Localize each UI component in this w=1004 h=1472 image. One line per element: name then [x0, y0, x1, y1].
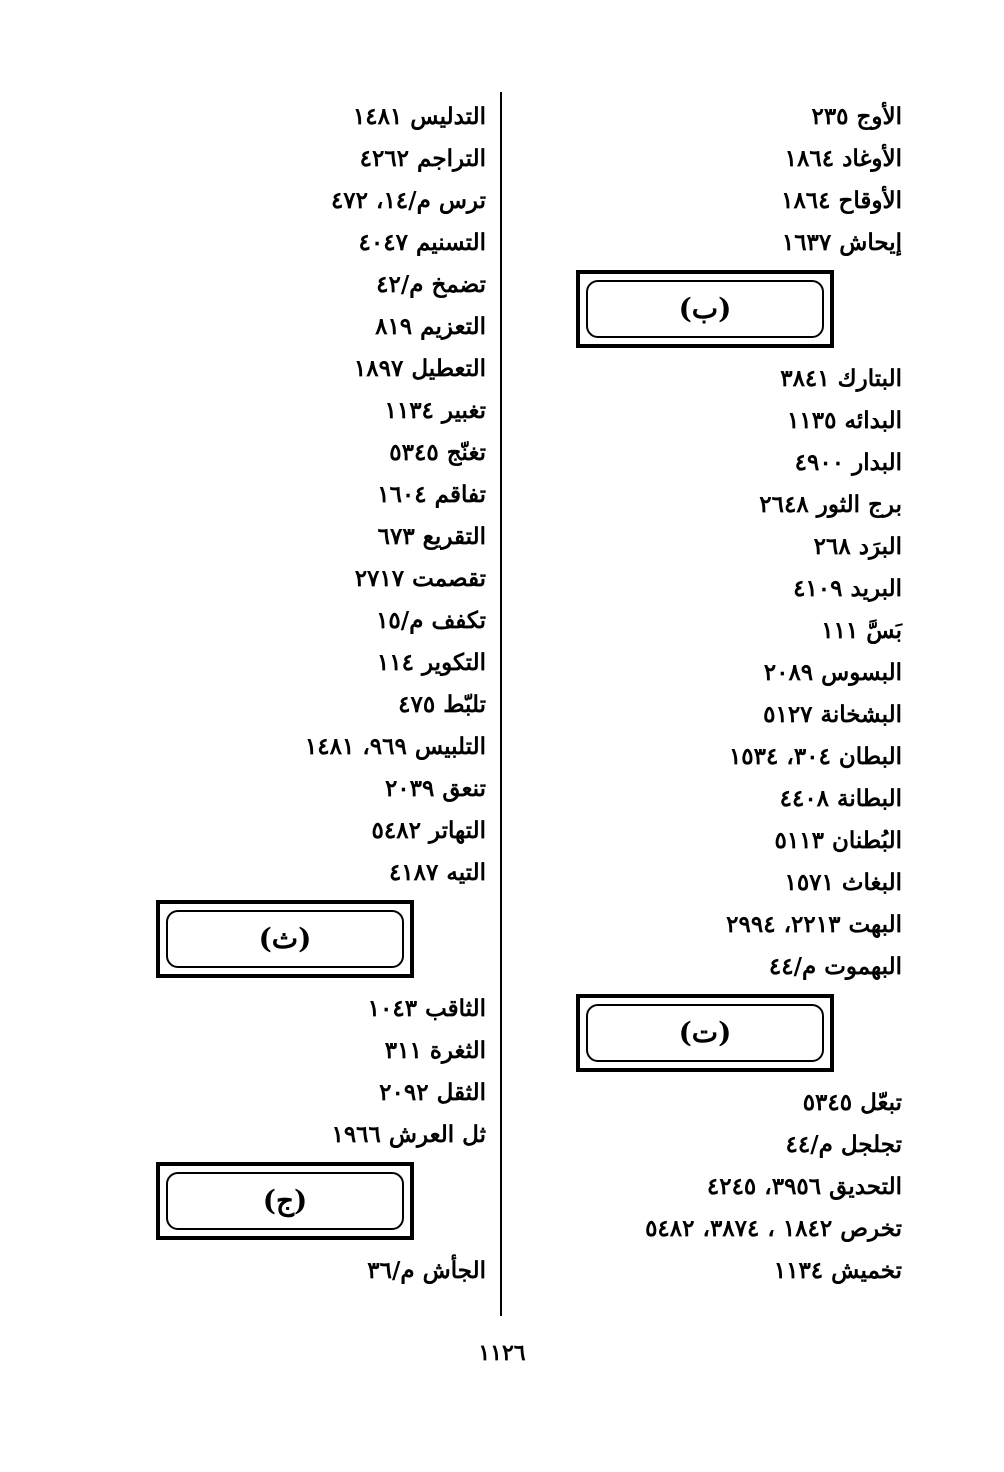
index-entry: البُطنان ٥١١٣ [774, 827, 902, 854]
index-entry: التهاتر ٥٤٨٢ [371, 817, 486, 844]
index-entry: الجأش م/٣٦ [367, 1257, 486, 1284]
section-letter: (ث) [166, 910, 404, 968]
index-entry: الثاقب ١٠٤٣ [367, 995, 486, 1022]
index-entry: إيحاش ١٦٣٧ [781, 229, 902, 256]
index-entry: البطان ٣٠٤، ١٥٣٤ [728, 743, 902, 770]
index-entry: برج الثور ٢٦٤٨ [759, 491, 902, 518]
index-entry: التلبيس ٩٦٩، ١٤٨١ [304, 733, 486, 760]
index-entry: التيه ٤١٨٧ [388, 859, 486, 886]
index-entry: تخرص ١٨٤٢ ، ٣٨٧٤، ٥٤٨٢ [645, 1215, 902, 1242]
index-entry: تخميش ١١٣٤ [773, 1257, 902, 1284]
index-entry: ثل العرش ١٩٦٦ [331, 1121, 486, 1148]
index-entry: البغاث ١٥٧١ [784, 869, 902, 896]
index-entry: البهت ٢٢١٣، ٢٩٩٤ [726, 911, 902, 938]
index-entry: البسوس ٢٠٨٩ [763, 659, 902, 686]
index-entry: التدليس ١٤٨١ [352, 103, 486, 130]
index-entry: التراجم ٤٢٦٢ [359, 145, 486, 172]
index-entry: الأوقاح ١٨٦٤ [781, 187, 902, 214]
index-entry: تكفف م/١٥ [376, 607, 486, 634]
index-entry: ترس م/١٤، ٤٧٢ [330, 187, 486, 214]
index-entry: التحديق ٣٩٥٦، ٤٢٤٥ [706, 1173, 902, 1200]
index-entry: تفاقم ١٦٠٤ [377, 481, 486, 508]
index-entry: البهموت م/٤٤ [768, 953, 902, 980]
index-entry: البطانة ٤٤٠٨ [779, 785, 902, 812]
index-entry: تجلجل م/٤٤ [785, 1131, 902, 1158]
index-entry: تقصمت ٢٧١٧ [354, 565, 486, 592]
section-heading [576, 994, 834, 1072]
index-entry: البشخانة ٥١٢٧ [763, 701, 902, 728]
index-column-right [572, 96, 902, 1292]
index-column-left [156, 96, 486, 1292]
section-heading [156, 900, 414, 978]
index-entry: تضمخ م/٤٢ [376, 271, 486, 298]
column-divider [500, 92, 502, 1316]
section-heading [156, 1162, 414, 1240]
index-entry: التعطيل ١٨٩٧ [353, 355, 486, 382]
section-letter: (ب) [586, 280, 824, 338]
index-entry: البريد ٤١٠٩ [793, 575, 902, 602]
index-entry: البدار ٤٩٠٠ [794, 449, 902, 476]
index-entry: الثغرة ٣١١ [384, 1037, 486, 1064]
index-entry: البرَد ٢٦٨ [813, 533, 902, 560]
index-entry: تغنّج ٥٣٤٥ [389, 439, 486, 466]
index-entry: تلبّط ٤٧٥ [398, 691, 486, 718]
index-entry: بَسَّ ١١١ [821, 617, 902, 644]
index-entry: الأوغاد ١٨٦٤ [784, 145, 902, 172]
page-number: ١١٢٦ [478, 1340, 526, 1366]
index-entry: تنعق ٢٠٣٩ [384, 775, 486, 802]
section-letter: (ت) [586, 1004, 824, 1062]
index-entry: البدائه ١١٣٥ [787, 407, 902, 434]
index-entry: الثقل ٢٠٩٢ [379, 1079, 486, 1106]
section-heading [576, 270, 834, 348]
index-entry: البتارك ٣٨٤١ [780, 365, 902, 392]
index-entry: التسنيم ٤٠٤٧ [358, 229, 486, 256]
index-entry: التقريع ٦٧٣ [377, 523, 486, 550]
index-entry: التكوير ١١٤ [376, 649, 486, 676]
index-entry: الأوج ٢٣٥ [811, 103, 902, 130]
index-entry: تغبير ١١٣٤ [384, 397, 486, 424]
index-entry: تبعّل ٥٣٤٥ [802, 1089, 902, 1116]
index-entry: التعزيم ٨١٩ [375, 313, 486, 340]
section-letter: (ج) [166, 1172, 404, 1230]
